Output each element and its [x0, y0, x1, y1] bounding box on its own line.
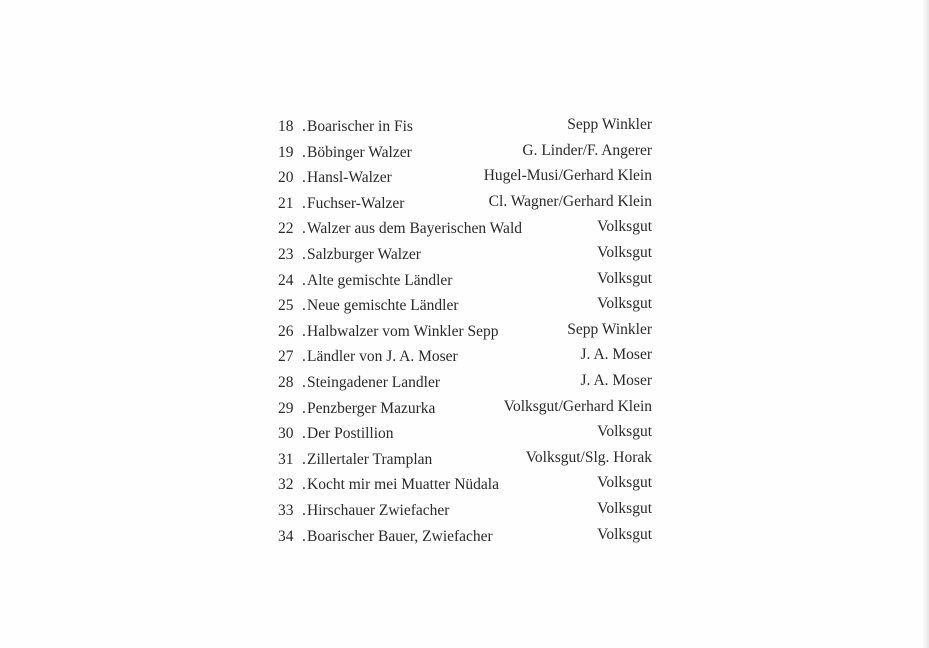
toc-entry: [278, 474, 654, 500]
entry-title: Hirschauer Zwiefacher: [307, 501, 450, 519]
entry-number: 30: [278, 425, 294, 443]
entry-number: 32: [278, 476, 294, 494]
entry-title: Neue gemischte Ländler: [307, 297, 459, 315]
entry-composer: J. A. Moser: [580, 371, 652, 389]
entry-title: Alte gemischte Ländler: [307, 271, 453, 289]
entry-number-period: .: [302, 245, 306, 263]
entry-number-period: .: [302, 297, 306, 315]
entry-number: 33: [278, 501, 294, 519]
entry-composer: G. Linder/F. Angerer: [522, 141, 652, 159]
entry-number-period: .: [302, 501, 306, 519]
entry-number-period: .: [302, 450, 306, 468]
entry-title: Böbinger Walzer: [307, 143, 412, 161]
entry-number: 24: [278, 271, 294, 289]
toc-entry: [278, 321, 654, 347]
entry-number-period: .: [302, 476, 306, 494]
entry-title: Penzberger Mazurka: [307, 399, 436, 417]
entry-composer: Volksgut/Gerhard Klein: [503, 397, 652, 415]
entry-title: Hansl-Walzer: [307, 169, 392, 187]
entry-composer: Volksgut: [597, 499, 652, 517]
toc-entry: [278, 270, 654, 296]
entry-composer: Sepp Winkler: [567, 320, 652, 338]
entry-composer: Hugel-Musi/Gerhard Klein: [483, 167, 652, 185]
entry-number-period: .: [302, 194, 306, 212]
entry-number-period: .: [302, 425, 306, 443]
toc-entry: [278, 398, 654, 424]
entry-number-period: .: [302, 271, 306, 289]
entry-title: Walzer aus dem Bayerischen Wald: [307, 220, 522, 238]
toc-entry: [278, 500, 654, 526]
entry-number-period: .: [302, 169, 306, 187]
toc-entry: [278, 218, 654, 244]
entry-title: Zillertaler Tramplan: [307, 450, 433, 468]
entry-number: 20: [278, 169, 294, 187]
entry-composer: Cl. Wagner/Gerhard Klein: [488, 192, 652, 210]
toc-entry: [278, 372, 654, 398]
entry-composer: Volksgut/Slg. Horak: [525, 448, 652, 466]
entry-title: Salzburger Walzer: [307, 245, 421, 263]
page-edge-shadow: [923, 0, 929, 648]
entry-number-period: .: [302, 348, 306, 366]
entry-title: Der Postillion: [307, 425, 394, 443]
entry-composer: J. A. Moser: [580, 346, 652, 364]
entry-composer: Volksgut: [597, 295, 652, 313]
entry-number-period: .: [302, 220, 306, 238]
toc-entry: [278, 526, 654, 552]
entry-number: 26: [278, 322, 294, 340]
entry-title: Steingadener Landler: [307, 373, 440, 391]
entry-number-period: .: [302, 118, 306, 135]
entry-composer: Volksgut: [597, 218, 652, 236]
toc-entry: [278, 193, 654, 219]
entry-number: 31: [278, 450, 294, 468]
entry-number-period: .: [302, 399, 306, 417]
entry-composer: Volksgut: [597, 243, 652, 261]
toc-entry: [278, 167, 654, 193]
entry-title: Boarischer in Fis: [307, 118, 413, 135]
entry-number: 21: [278, 194, 294, 212]
entry-title: Halbwalzer vom Winkler Sepp: [307, 322, 499, 340]
toc-entry: [278, 116, 654, 142]
toc-entry: [278, 142, 654, 168]
entry-number-period: .: [302, 143, 306, 161]
toc-entry: [278, 423, 654, 449]
entry-number-period: .: [302, 373, 306, 391]
entry-number-period: .: [302, 527, 306, 545]
entry-number: 25: [278, 297, 294, 315]
toc-entry: [278, 346, 654, 372]
toc-entry: [278, 244, 654, 270]
toc-entry: [278, 295, 654, 321]
entry-number: 22: [278, 220, 294, 238]
entry-title: Ländler von J. A. Moser: [307, 348, 458, 366]
entry-composer: Volksgut: [597, 474, 652, 492]
entry-number: 19: [278, 143, 294, 161]
entry-number: 34: [278, 527, 294, 545]
entry-number-period: .: [302, 322, 306, 340]
entry-title: Kocht mir mei Muatter Nüdala: [307, 476, 499, 494]
entry-composer: Sepp Winkler: [567, 116, 652, 133]
entry-number: 18: [278, 118, 294, 135]
entry-title: Boarischer Bauer, Zwiefacher: [307, 527, 493, 545]
entry-number: 28: [278, 373, 294, 391]
entry-number: 23: [278, 245, 294, 263]
toc-entry: [278, 449, 654, 475]
entry-title: Fuchser-Walzer: [307, 194, 405, 212]
entry-composer: Volksgut: [597, 525, 652, 543]
table-of-contents: [278, 116, 654, 551]
entry-number: 27: [278, 348, 294, 366]
entry-composer: Volksgut: [597, 269, 652, 287]
entry-composer: Volksgut: [597, 423, 652, 441]
entry-number: 29: [278, 399, 294, 417]
